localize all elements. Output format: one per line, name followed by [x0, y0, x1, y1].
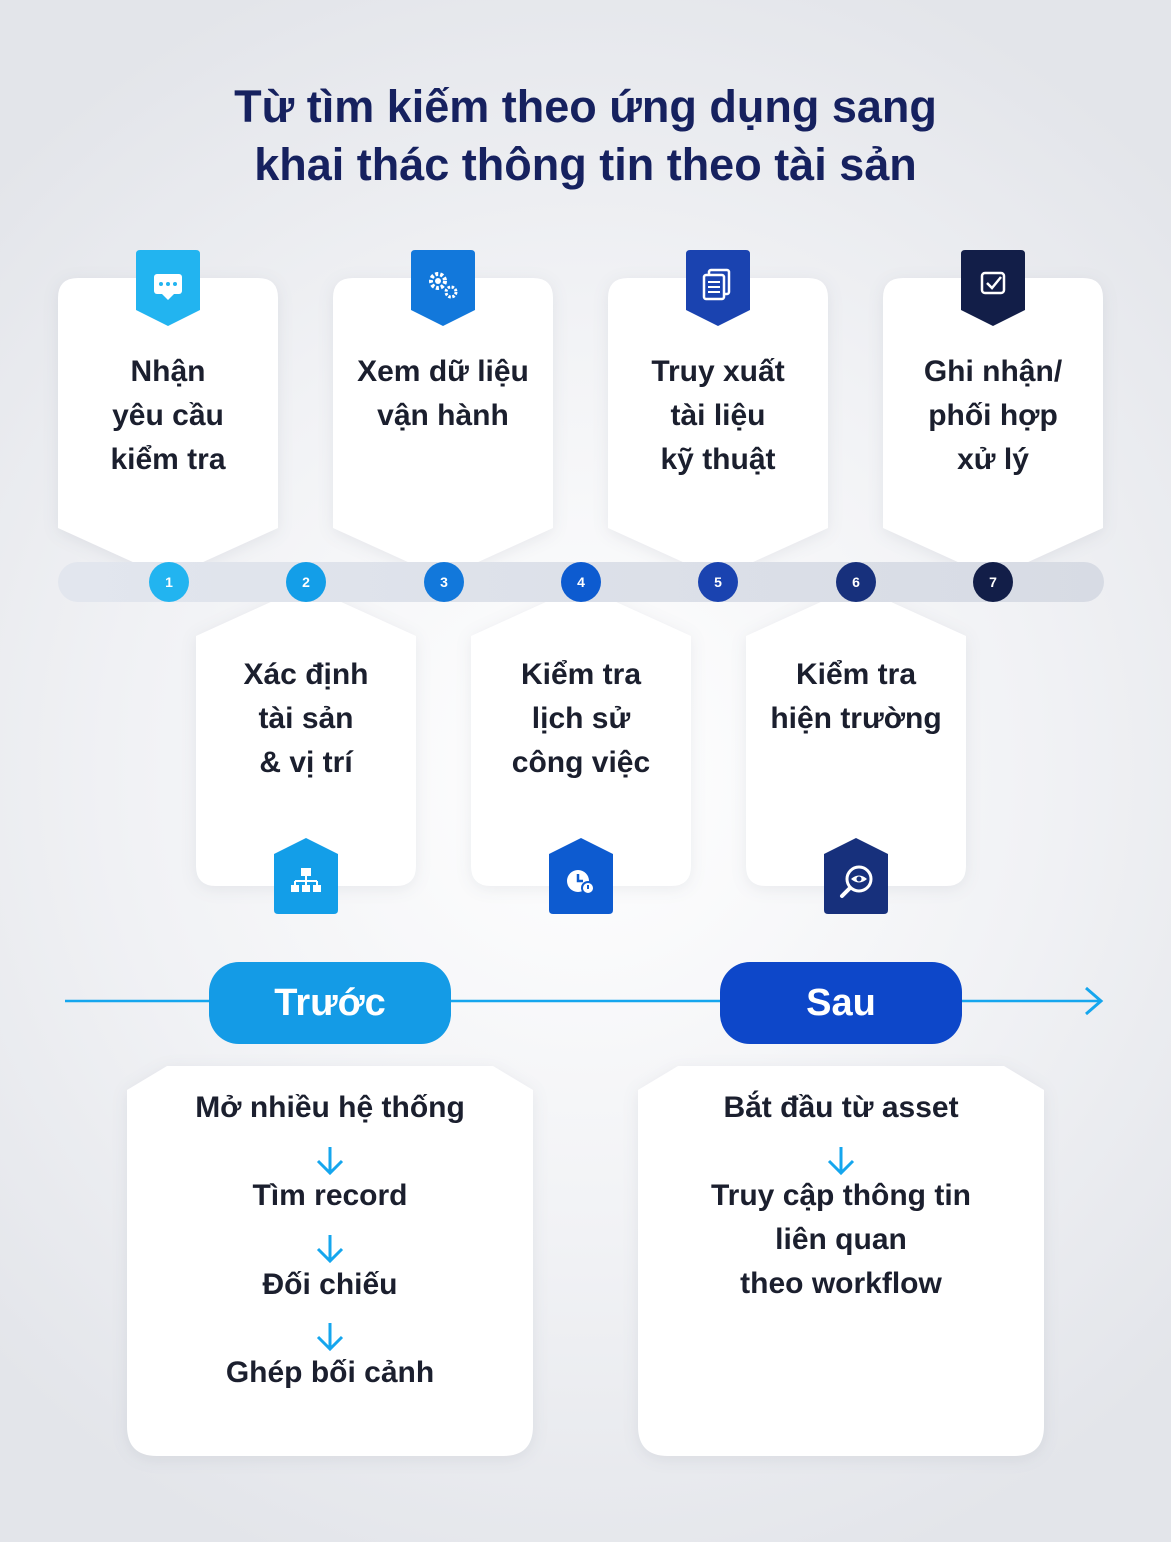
checkbox-icon: [961, 250, 1025, 326]
inspect-eye-icon: [824, 838, 888, 914]
before-step-4: Ghép bối cảnh: [225, 1356, 435, 1389]
title-line-1: Từ tìm kiếm theo ứng dụng sang: [234, 81, 937, 132]
arrow-down-icon: [314, 1232, 346, 1264]
before-panel: [127, 1066, 533, 1456]
documents-icon: [686, 250, 750, 326]
after-step-1: Bắt đầu từ asset: [723, 1091, 959, 1124]
arrow-down-icon: [314, 1144, 346, 1176]
after-panel: [638, 1066, 1044, 1456]
clock-alert-icon: [549, 838, 613, 914]
before-label: Trước: [209, 962, 451, 1044]
step-number-3: 3: [424, 562, 464, 602]
title-line-2: khai thác thông tin theo tài sản: [254, 139, 917, 190]
step-number-7: 7: [973, 562, 1013, 602]
step-label: Kiểm tra hiện trường: [770, 658, 942, 735]
before-step-3: Đối chiếu: [262, 1268, 398, 1301]
step-label: Kiểm tra lịch sử công việc: [511, 658, 651, 779]
arrow-down-icon: [314, 1320, 346, 1352]
step-number-5: 5: [698, 562, 738, 602]
before-step-1: Mở nhiều hệ thống: [195, 1091, 465, 1124]
gears-icon: [411, 250, 475, 326]
step-label: Xem dữ liệu vận hành: [357, 355, 529, 432]
step-label: Ghi nhận/ phối hợp xử lý: [923, 355, 1063, 476]
step-number-4: 4: [561, 562, 601, 602]
chat-icon: [136, 250, 200, 326]
hierarchy-icon: [274, 838, 338, 914]
after-step-2-line-3: theo workflow: [740, 1267, 942, 1300]
page-title: [0, 78, 1171, 194]
step-label: Nhận yêu cầu kiểm tra: [110, 355, 226, 476]
step-number-2: 2: [286, 562, 326, 602]
step-label: Xác định tài sản & vị trí: [243, 658, 369, 779]
step-number-6: 6: [836, 562, 876, 602]
before-step-2: Tìm record: [252, 1179, 408, 1212]
after-label: Sau: [720, 962, 962, 1044]
after-step-2-line-1: Truy cập thông tin: [711, 1179, 971, 1212]
after-step-2-line-2: liên quan: [775, 1223, 907, 1256]
step-number-1: 1: [149, 562, 189, 602]
arrow-down-icon: [825, 1144, 857, 1176]
step-label: Truy xuất tài liệu kỹ thuật: [651, 355, 785, 476]
